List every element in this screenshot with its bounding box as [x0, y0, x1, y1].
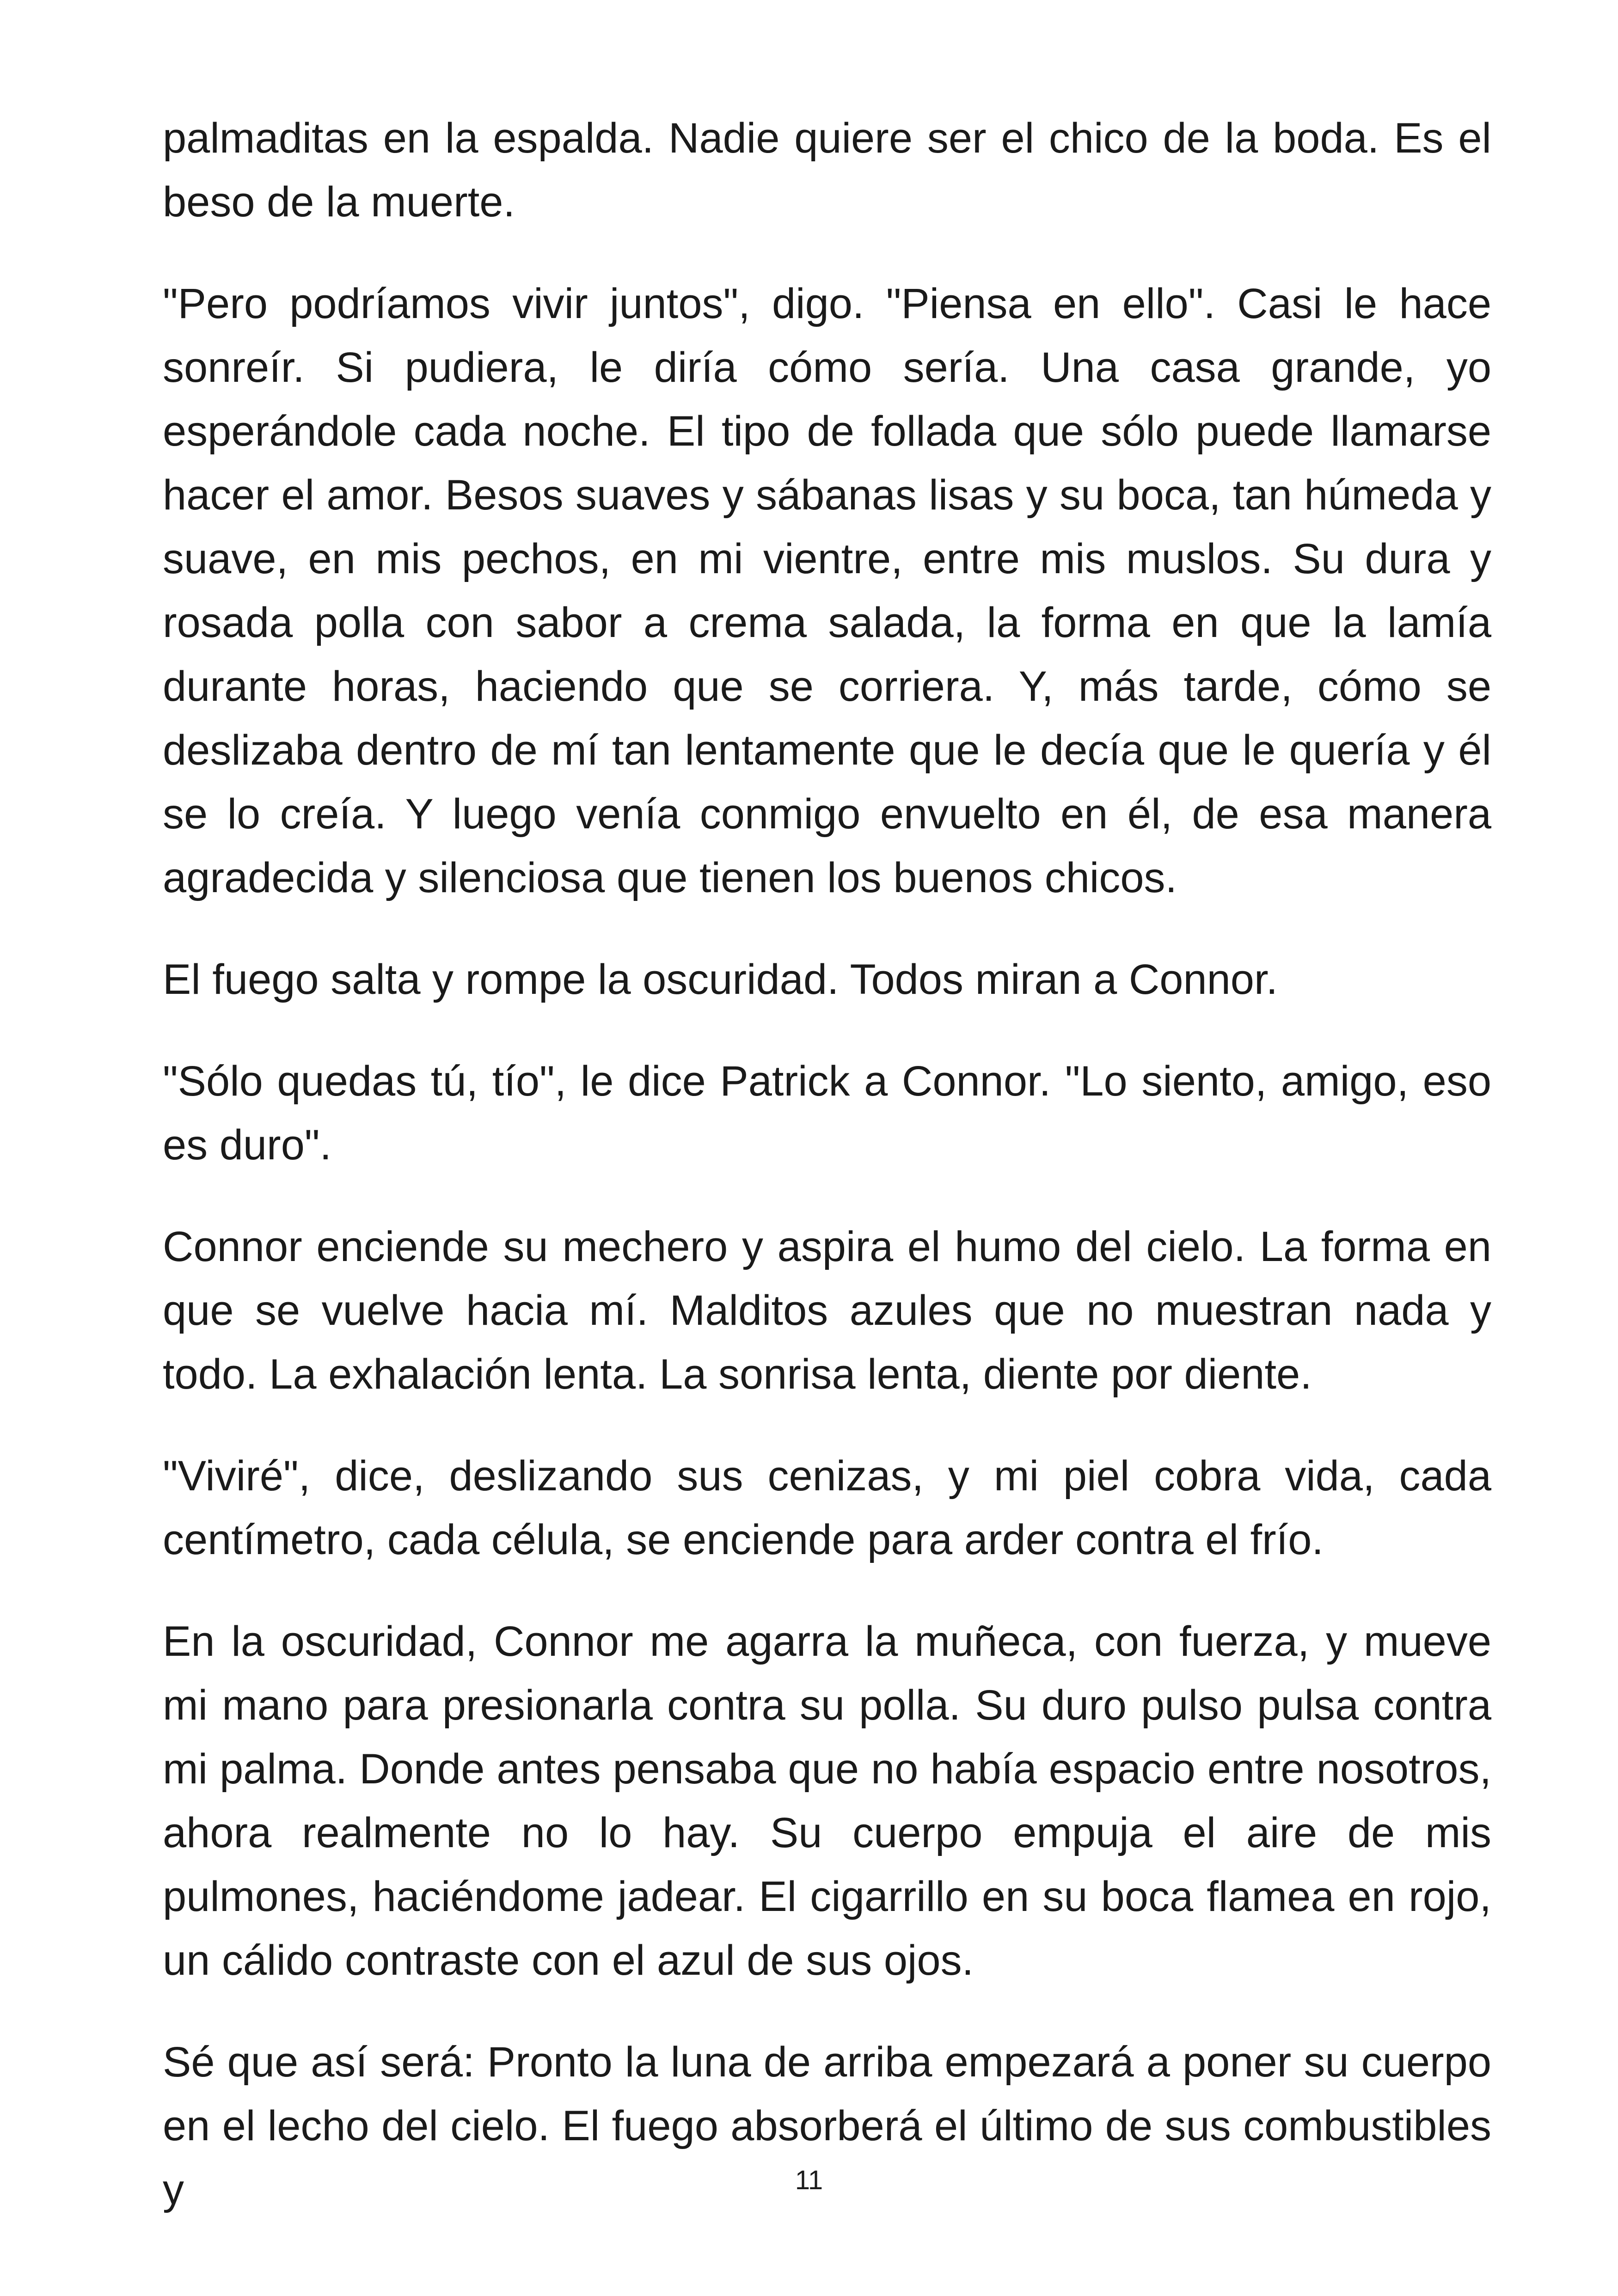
paragraph-3: El fuego salta y rompe la oscuridad. Todos miran a Connor.	[163, 956, 1278, 1003]
paragraph-5: Connor enciende su mechero y aspira el humo del cielo. La forma en que se vuelve hacia mí. Malditos azules que no muestran nada y todo. La exhalación lenta. La sonrisa lenta, diente por diente.	[163, 1223, 1491, 1398]
paragraph-6: "Viviré", dice, deslizando sus cenizas, y mi piel cobra vida, cada centímetro, cada célula, se enciende para arder contra el frío.	[163, 1452, 1491, 1563]
paragraph-7: En la oscuridad, Connor me agarra la muñeca, con fuerza, y mueve mi mano para presionarla contra su polla. Su duro pulso pulsa contra mi palma. Donde antes pensaba que no había espacio entre nosotros, ahora realmente no lo hay. Su cuerpo empuja el aire de mis pulmones, haciéndome jadear. El cigarrillo en su boca flamea en rojo, un cálido contraste con el azul de sus ojos.	[163, 1618, 1491, 1984]
paragraph-1: palmaditas en la espalda. Nadie quiere ser el chico de la boda. Es el beso de la muerte.	[163, 115, 1491, 226]
paragraph-2: "Pero podríamos vivir juntos", digo. "Piensa en ello". Casi le hace sonreír. Si pudiera, le diría cómo sería. Una casa grande, yo esperándole cada noche. El tipo de follada que sólo puede llamarse hacer el amor. Besos suaves y sábanas lisas y su boca, tan húmeda y suave, en mis pechos, en mi vientre, entre mis muslos. Su dura y rosada polla con sabor a crema salada, la forma en que la lamía durante horas, haciendo que se corriera. Y, más tarde, cómo se deslizaba dentro de mí tan lentamente que le decía que le quería y él se lo creía. Y luego venía conmigo envuelto en él, de esa manera agradecida y silenciosa que tienen los buenos chicos.	[163, 280, 1491, 901]
page-number: 11	[795, 2165, 823, 2195]
body-text	[163, 106, 1491, 2259]
paragraph-8: Sé que así será: Pronto la luna de arriba empezará a poner su cuerpo en el lecho del cielo. El fuego absorberá el último de sus combustibles y	[163, 2039, 1491, 2213]
paragraph-4: "Sólo quedas tú, tío", le dice Patrick a Connor. "Lo siento, amigo, eso es duro".	[163, 1058, 1491, 1169]
